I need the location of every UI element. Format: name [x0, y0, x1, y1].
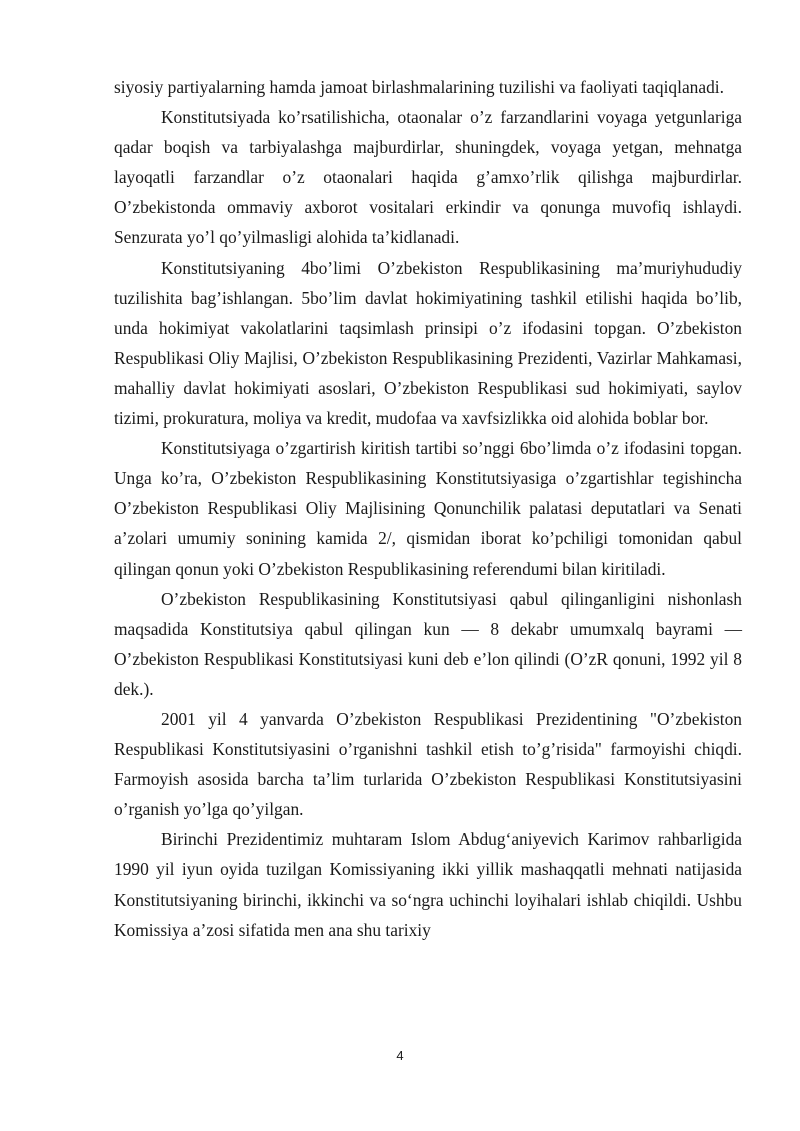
document-body [114, 72, 742, 945]
paragraph-first-president: Birinchi Prezidentimiz muhtaram Islom Abdug‘aniyevich Karimov rahbarligida 1990 yil iyun oyida tuzilgan Komissiyaning ikki yillik mashaqqatli mehnati natijasida Konstitutsiyaning birinchi, ikkinchi va so‘ngra uchinchi loyihalari ishlab chiqildi. Ushbu Komissiya a’zosi sifatida men ana shu tarixiy [114, 829, 742, 940]
paragraph-parental-duties: Konstitutsiyada ko’rsatilishicha, otaonalar o’z farzandlarini voyaga yetgunlariga qadar boqish va tarbiyalashga majburdirlar, shuningdek, voyaga yetgan, mehnatga layoqatli farzandlar o’z otaonalari haqida g’amxo’rlik qilishga majburdirlar. O’zbekistonda ommaviy axborot vositalari erkindir va qonunga muvofiq ishlaydi. Senzurata yo’l qo’yilmasligi alohida ta’kidlanadi. [114, 107, 742, 248]
paragraph-constitution-day: O’zbekiston Respublikasining Konstitutsiyasi qabul qilinganligini nishonlash maqsadida Konstitutsiya qabul qilingan kun — 8 dekabr umumxalq bayrami — O’zbekiston Respublikasi Konstitutsiyasi kuni deb e’lon qilindi (O’zR qonuni, 1992 yil 8 dek.). [114, 588, 742, 699]
paragraph-continuation: siyosiy partiyalarning hamda jamoat birlashmalarining tuzilishi va faoliyati taqiqlanadi. [114, 77, 724, 97]
paragraph-amendment-procedure: Konstitutsiyaga o’zgartirish kiritish tartibi so’nggi 6bo’limda o’z ifodasini topgan. Unga ko’ra, O’zbekiston Respublikasining Konstitutsiyasiga o’zgartishlar tegishincha O’zbekiston Respublikasi Oliy Majlisining Qonunchilik palatasi deputatlari va Senati a’zolari umumiy sonining kamida 2/, qismidan iborat ko’pchiligi tomonidan qabul qilingan qonun yoki O’zbekiston Respublikasining referendumi bilan kiritiladi. [114, 438, 742, 579]
page-number: 4 [396, 1048, 404, 1063]
paragraph-sections-4-5: Konstitutsiyaning 4bo’limi O’zbekiston Respublikasining ma’muriyhududiy tuzilishita bag’ishlangan. 5bo’lim davlat hokimiyatining tashkil etilishi haqida bo’lib, unda hokimiyat vakolatlarini taqsimlash prinsipi o’z ifodasini topgan. O’zbekiston Respublikasi Oliy Majlisi, O’zbekiston Respublikasining Prezidenti, Vazirlar Mahkamasi, mahalliy davlat hokimiyati asoslari, O’zbekiston Respublikasi sud hokimiyati, saylov tizimi, prokuratura, moliya va kredit, mudofaa va xavfsizlikka oid alohida boblar bor. [114, 257, 742, 429]
paragraph-2001-decree: 2001 yil 4 yanvarda O’zbekiston Respublikasi Prezidentining "O’zbekiston Respublikasi Konstitutsiyasini o’rganishni tashkil etish to’g’risida" farmoyishi chiqdi. Farmoyish asosida barcha ta’lim turlarida O’zbekiston Respublikasi Konstitutsiyasini o’rganish yo’lga qo’yilgan. [114, 708, 742, 820]
